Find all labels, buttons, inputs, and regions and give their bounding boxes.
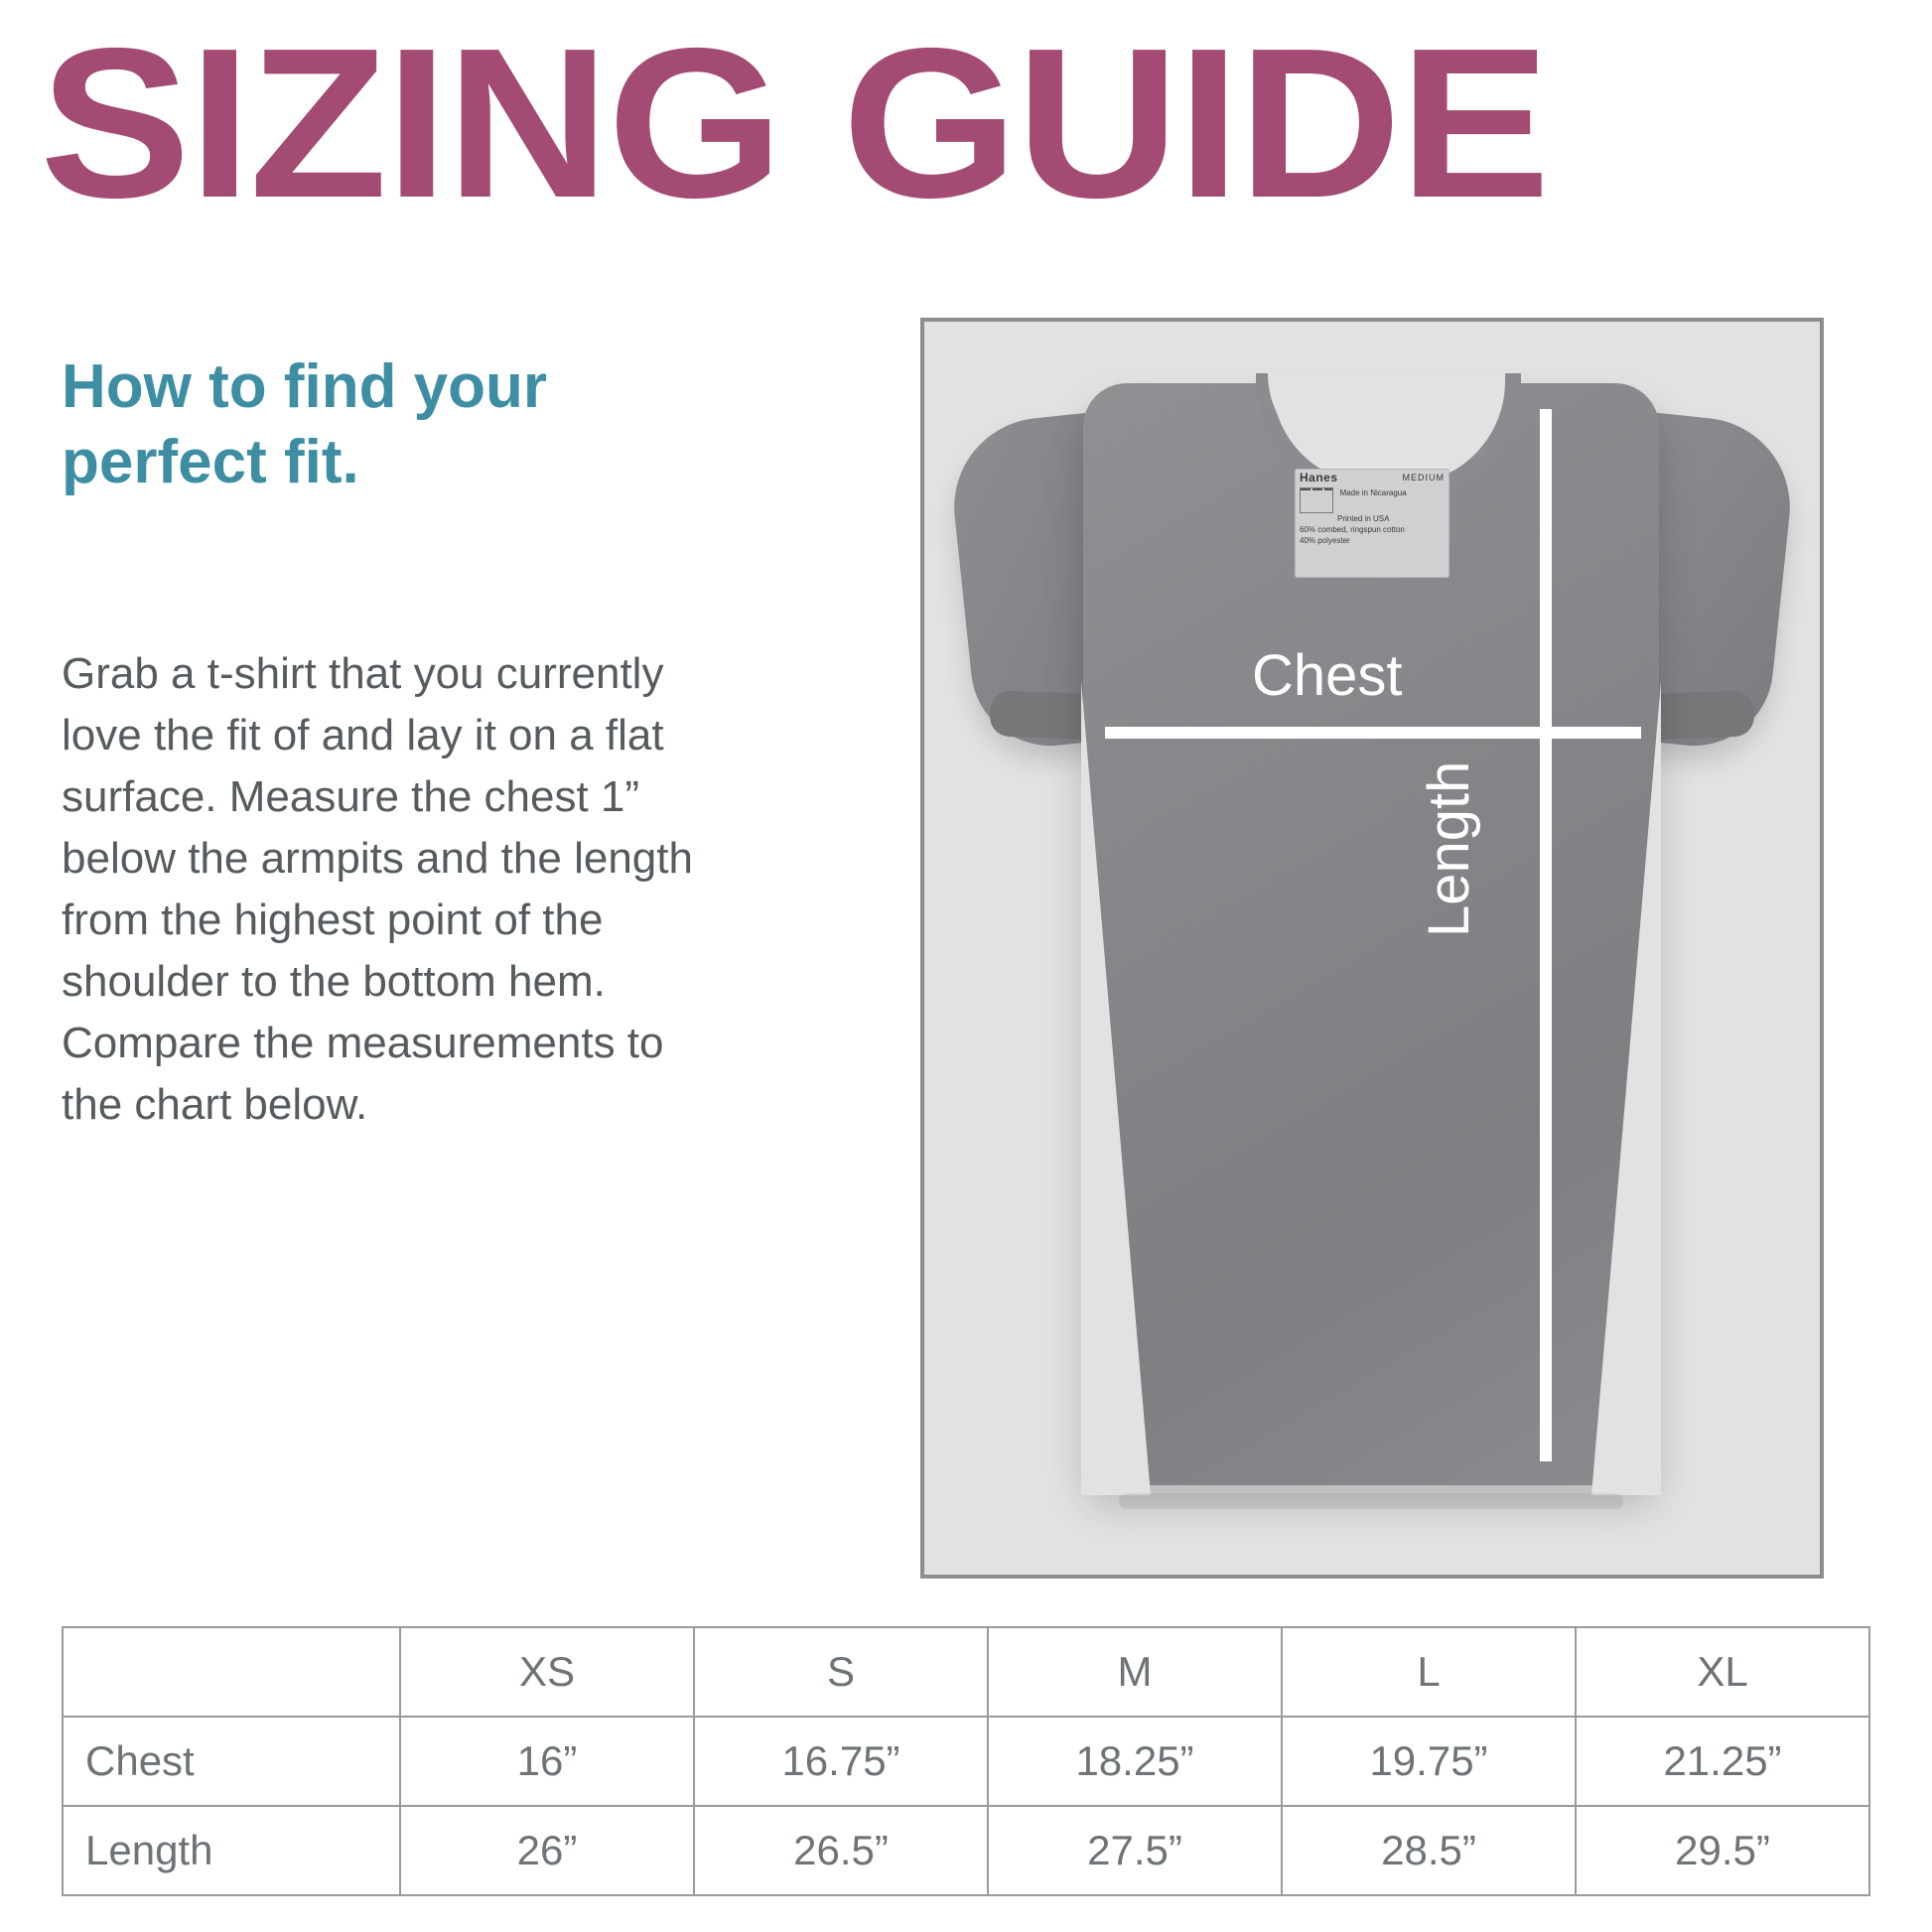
chest-l: 19.75” (1282, 1717, 1576, 1806)
length-s: 26.5” (694, 1806, 988, 1895)
table-row (63, 1806, 1869, 1895)
table-header-m: M (988, 1627, 1282, 1717)
care-tag-line4: 40% polyester (1300, 536, 1350, 545)
tshirt-care-tag (1295, 469, 1449, 578)
care-tag-line2: Printed in USA (1337, 514, 1390, 523)
row-label-chest: Chest (63, 1717, 400, 1806)
table-header-l: L (1282, 1627, 1576, 1717)
size-chart-table (62, 1626, 1870, 1896)
care-tag-line1: Made in Nicaragua (1339, 488, 1407, 497)
chest-xs: 16” (400, 1717, 694, 1806)
instructions-text: Grab a t-shirt that you currently love the fit of and lay it on a flat surface. Measure the chest 1” below the armpits and the length from the highest point of the shoulder to the bottom hem. Compare the measurements to the chart below. (62, 649, 693, 1129)
tshirt-hem (1119, 1493, 1623, 1509)
care-symbols-icon (1300, 487, 1333, 513)
tshirt-photo-panel (920, 318, 1824, 1579)
chest-measure-line (1105, 727, 1641, 739)
care-tag-line3: 60% combed, ringspun cotton (1300, 525, 1405, 534)
length-m: 27.5” (988, 1806, 1282, 1895)
length-xs: 26” (400, 1806, 694, 1895)
chest-xl: 21.25” (1576, 1717, 1869, 1806)
chest-m: 18.25” (988, 1717, 1282, 1806)
table-header-xs: XS (400, 1627, 694, 1717)
page-title: SIZING GUIDE (40, 3, 1549, 242)
length-xl: 29.5” (1576, 1806, 1869, 1895)
care-tag-brand: Hanes (1300, 471, 1338, 484)
chest-s: 16.75” (694, 1717, 988, 1806)
row-label-length: Length (63, 1806, 400, 1895)
care-tag-size: MEDIUM (1402, 473, 1445, 483)
length-measure-line (1540, 409, 1552, 1461)
section-subtitle: How to find your perfect fit. (62, 352, 548, 496)
table-row (63, 1717, 1869, 1806)
chest-measure-label: Chest (1252, 643, 1403, 708)
length-measure-label: Length (1417, 760, 1481, 937)
table-header-row (63, 1627, 1869, 1717)
table-corner-cell (63, 1627, 400, 1717)
table-header-s: S (694, 1627, 988, 1717)
tshirt-illustration (924, 322, 1820, 1575)
table-header-xl: XL (1576, 1627, 1869, 1717)
length-l: 28.5” (1282, 1806, 1576, 1895)
